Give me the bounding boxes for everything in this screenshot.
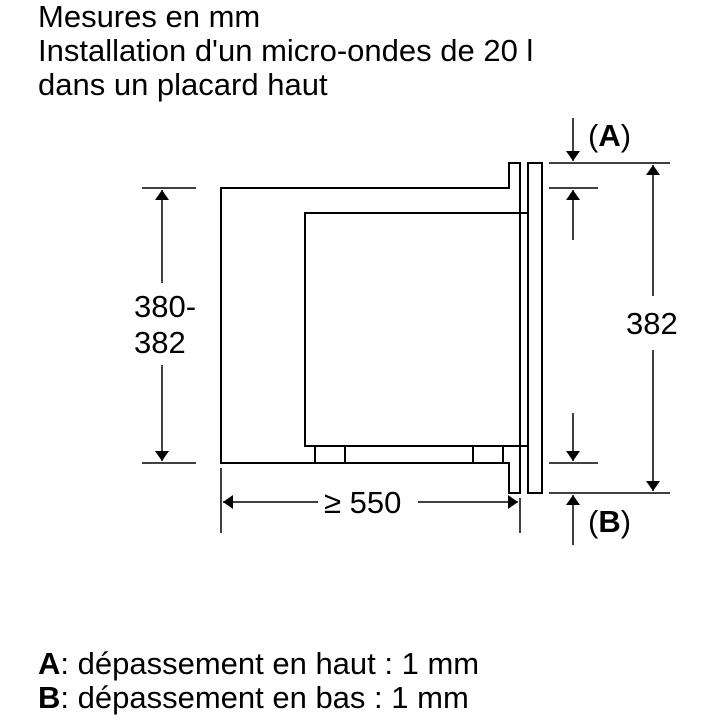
dim-front-height-label: 382 (626, 306, 678, 341)
title-line-3: dans un placard haut (38, 67, 328, 102)
microwave-front-frame (528, 163, 542, 493)
legend-b-letter: B (38, 680, 61, 715)
dim-depth-label: ≥ 550 (324, 485, 402, 520)
label-b: (B) (588, 504, 632, 539)
dim-height-line2: 382 (134, 325, 186, 360)
label-a: (A) (588, 118, 632, 153)
legend-b (38, 681, 469, 715)
title-line-1: Mesures en mm (38, 0, 261, 34)
title-line-2: Installation d'un micro-ondes de 20 l (38, 33, 534, 68)
legend-b-text: : dépassement en bas : 1 mm (60, 680, 469, 715)
dim-height-line1: 380- (134, 289, 197, 324)
microwave-body (305, 213, 528, 446)
microwave-foot-left (315, 446, 345, 463)
legend-a (38, 647, 479, 681)
legend-a-text: : dépassement en haut : 1 mm (60, 646, 480, 681)
microwave-foot-right (473, 446, 503, 463)
legend-a-letter: A (38, 646, 61, 681)
